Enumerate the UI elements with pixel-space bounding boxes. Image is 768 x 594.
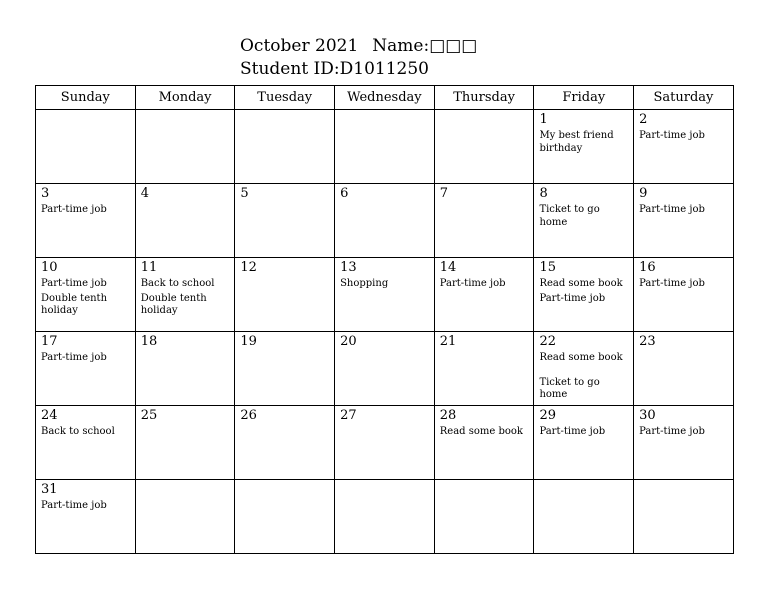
day-cell [335, 332, 435, 406]
day-cell [534, 480, 634, 554]
week-row [36, 406, 734, 480]
day-number: 24 [41, 408, 58, 423]
event-note: Part-time job [41, 500, 107, 511]
day-cell [434, 258, 534, 332]
day-number: 23 [639, 334, 656, 349]
month-year-title: October 2021 [240, 36, 359, 56]
day-cell [335, 480, 435, 554]
day-number: 12 [240, 260, 257, 275]
event-note: Back to school [140, 278, 215, 289]
event-note: Read some book [439, 426, 523, 437]
day-cell [634, 110, 734, 184]
day-number: 31 [41, 482, 58, 497]
weekday-header-sunday: Sunday [36, 86, 136, 110]
day-number: 7 [439, 186, 449, 201]
day-cell [335, 258, 435, 332]
day-cell [634, 406, 734, 480]
day-number: 22 [539, 334, 556, 349]
day-cell [36, 480, 136, 554]
day-cell [135, 258, 235, 332]
event-note: Part-time job [639, 278, 705, 289]
day-number: 5 [240, 186, 249, 201]
event-note: Double tenth holiday [41, 292, 108, 316]
day-cell [634, 258, 734, 332]
student-id: Student ID:D1011250 [240, 59, 429, 79]
calendar-table [35, 85, 734, 554]
name-value: □□□ [429, 36, 478, 56]
event-note: Part-time job [539, 292, 606, 304]
day-cell [135, 110, 235, 184]
weekday-header-row [36, 86, 734, 110]
day-number: 16 [639, 260, 656, 275]
day-number: 25 [140, 408, 158, 423]
event-note: Part-time job [41, 352, 107, 363]
day-number: 6 [340, 186, 349, 201]
day-number: 8 [539, 186, 548, 201]
day-cell [434, 406, 534, 480]
day-cell [434, 110, 534, 184]
day-cell [434, 332, 534, 406]
day-number: 9 [639, 186, 648, 201]
day-number: 30 [639, 408, 656, 423]
event-note: Ticket to go home [539, 376, 600, 400]
day-number: 21 [439, 334, 457, 349]
week-row [36, 110, 734, 184]
day-cell [235, 406, 335, 480]
day-cell [335, 406, 435, 480]
week-row [36, 332, 734, 406]
day-cell [534, 110, 634, 184]
event-note: Read some book [539, 278, 623, 289]
day-cell [135, 184, 235, 258]
day-cell [335, 110, 435, 184]
weekday-header-monday: Monday [135, 86, 235, 110]
event-note: Part-time job [539, 426, 606, 437]
day-cell [36, 332, 136, 406]
day-cell [235, 480, 335, 554]
name-label: Name: [372, 36, 430, 56]
event-note: Part-time job [41, 204, 107, 215]
weekday-header-wednesday: Wednesday [335, 86, 435, 110]
day-cell [36, 258, 136, 332]
day-number: 10 [41, 260, 58, 275]
day-number: 14 [439, 260, 457, 275]
header-title-row [240, 35, 477, 58]
day-number: 19 [240, 334, 257, 349]
weekday-header-friday: Friday [534, 86, 634, 110]
day-cell [235, 332, 335, 406]
day-cell [634, 480, 734, 554]
day-cell [235, 258, 335, 332]
event-note: Part-time job [639, 426, 705, 437]
day-number: 29 [539, 408, 556, 423]
weekday-header-thursday: Thursday [434, 86, 534, 110]
day-cell [36, 406, 136, 480]
week-row [36, 480, 734, 554]
document-header [240, 35, 477, 81]
day-cell [135, 406, 235, 480]
event-note: My best friend birthday [539, 130, 614, 154]
event-note: Part-time job [439, 278, 506, 289]
day-number: 28 [439, 408, 457, 423]
day-number: 11 [140, 260, 158, 275]
weekday-header-tuesday: Tuesday [235, 86, 335, 110]
day-cell [135, 332, 235, 406]
week-row [36, 184, 734, 258]
calendar-body [36, 110, 734, 554]
day-number: 1 [539, 112, 548, 127]
event-note: Ticket to go home [539, 204, 600, 228]
day-cell [634, 184, 734, 258]
day-number: 13 [340, 260, 357, 275]
day-cell [534, 406, 634, 480]
day-cell [235, 110, 335, 184]
event-note: Part-time job [639, 204, 705, 215]
day-cell [235, 184, 335, 258]
day-cell [36, 110, 136, 184]
day-number: 27 [340, 408, 357, 423]
day-cell [534, 184, 634, 258]
day-number: 3 [41, 186, 50, 201]
day-number: 20 [340, 334, 357, 349]
day-cell [135, 480, 235, 554]
day-cell [434, 184, 534, 258]
event-note: Back to school [41, 426, 115, 437]
weekday-header-saturday: Saturday [634, 86, 734, 110]
day-cell [36, 184, 136, 258]
day-cell [434, 480, 534, 554]
week-row [36, 258, 734, 332]
day-cell [534, 332, 634, 406]
day-number: 26 [240, 408, 257, 423]
event-note: Double tenth holiday [140, 292, 207, 316]
event-note: Shopping [340, 278, 389, 289]
day-number: 4 [140, 186, 149, 201]
event-note: Read some book [539, 352, 623, 363]
event-note: Part-time job [41, 278, 107, 289]
day-number: 15 [539, 260, 556, 275]
event-note: Part-time job [639, 130, 705, 141]
day-number: 18 [140, 334, 158, 349]
day-number: 17 [41, 334, 58, 349]
day-cell [335, 184, 435, 258]
day-cell [534, 258, 634, 332]
day-cell [634, 332, 734, 406]
day-number: 2 [639, 112, 648, 127]
